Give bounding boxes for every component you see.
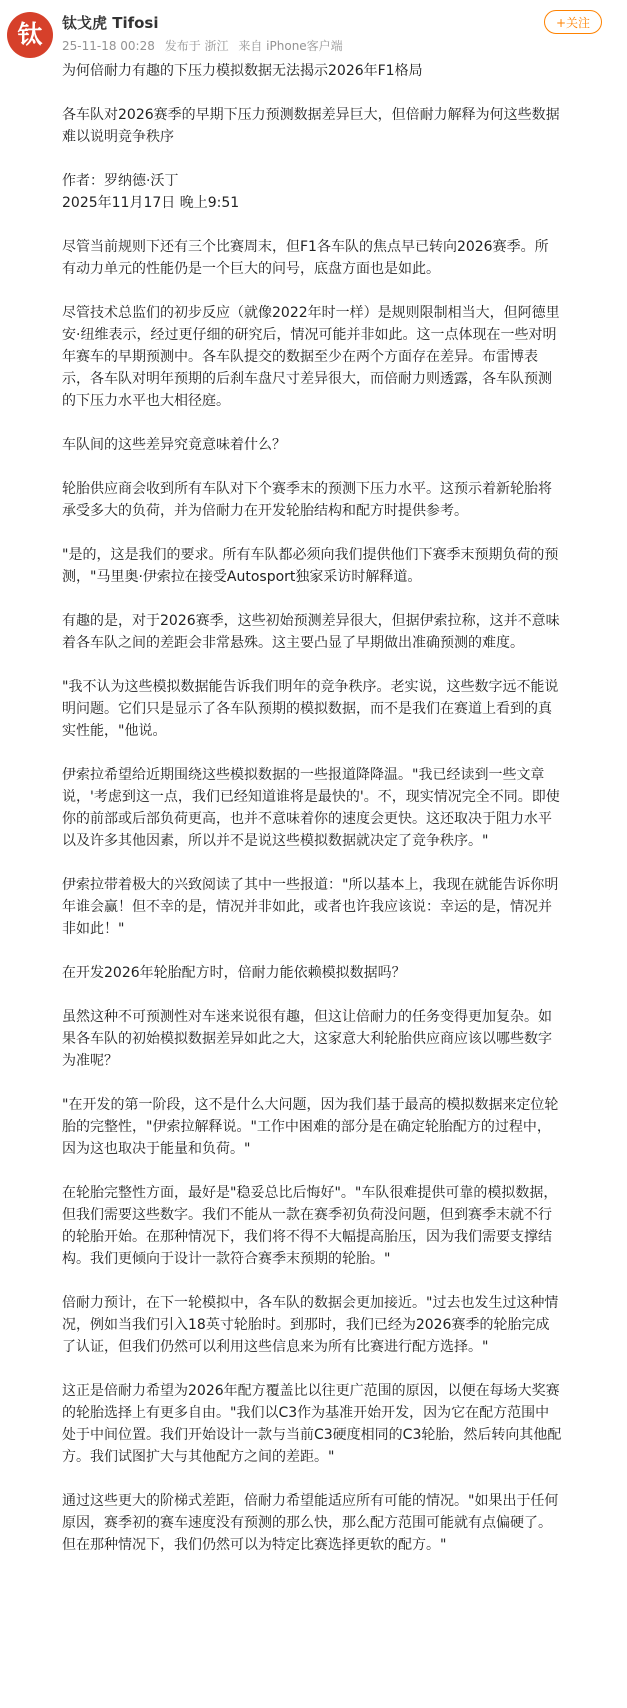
- post-content: [62, 60, 562, 1578]
- article-author: 作者：罗纳德·沃丁: [62, 173, 179, 189]
- post-time[interactable]: 25-11-18 00:28: [62, 39, 155, 53]
- paragraph: "我不认为这些模拟数据能告诉我们明年的竞争秩序。老实说，这些数字远不能说明问题。它们只是显示了各车队预期的模拟数据，而不是我们在赛道上看到的真实性能，"他说。: [62, 679, 559, 739]
- paragraph: 尽管当前规则下还有三个比赛周末，但F1各车队的焦点早已转向2026赛季。所有动力单元的性能仍是一个巨大的问号，底盘方面也是如此。: [62, 239, 549, 277]
- paragraph: "是的，这是我们的要求。所有车队都必须向我们提供他们下赛季末预期负荷的预测，"马里奥·伊索拉在接受Autosport独家采访时解释道。: [62, 547, 559, 585]
- paragraph: 伊索拉带着极大的兴致阅读了其中一些报道："所以基本上，我现在就能告诉你明年谁会赢！但不幸的是，情况并非如此，或者也许我应该说：幸运的是，情况并非如此！": [62, 877, 559, 937]
- article-subtitle: 各车队对2026赛季的早期下压力预测数据差异巨大，但倍耐力解释为何这些数据难以说明竞争秩序: [62, 107, 560, 145]
- section-heading: 车队间的这些差异究竟意味着什么？: [62, 437, 286, 453]
- paragraph: 倍耐力预计，在下一轮模拟中，各车队的数据会更加接近。"过去也发生过这种情况，例如当我们引入18英寸轮胎时。到那时，我们已经为2026赛季的轮胎完成了认证，但我们仍然可以利用这些信息来为所有比赛进行配方选择。": [62, 1295, 559, 1355]
- paragraph: 伊索拉希望给近期围绕这些模拟数据的一些报道降降温。"我已经读到一些文章说，'考虑到这一点，我们已经知道谁将是最快的'。不，现实情况完全不同。即使你的前部或后部负荷更高，也并不意味着你的速度会更快。这还取决于阻力水平以及许多其他因素，所以并不是说这些模拟数据就决定了竞争秩序。": [62, 767, 560, 849]
- article-date: 2025年11月17日 晚上9:51: [62, 195, 240, 211]
- paragraph: 有趣的是，对于2026赛季，这些初始预测差异很大，但据伊索拉称，这并不意味着各车队之间的差距会非常悬殊。这主要凸显了早期做出准确预测的难度。: [62, 613, 560, 651]
- section-heading: 在开发2026年轮胎配方时，倍耐力能依赖模拟数据吗？: [62, 965, 406, 981]
- paragraph: 虽然这种不可预测性对车迷来说很有趣，但这让倍耐力的任务变得更加复杂。如果各车队的初始模拟数据差异如此之大，这家意大利轮胎供应商应该以哪些数字为准呢？: [62, 1009, 552, 1069]
- avatar[interactable]: 钛: [7, 12, 53, 58]
- paragraph: "在开发的第一阶段，这不是什么大问题，因为我们基于最高的模拟数据来定位轮胎的完整性，"伊索拉解释说。"工作中困难的部分是在确定轮胎配方的过程中，因为这也取决于能量和负荷。": [62, 1097, 559, 1157]
- article-title: 为何倍耐力有趣的下压力模拟数据无法揭示2026年F1格局: [62, 63, 423, 79]
- follow-button[interactable]: +关注: [544, 10, 602, 34]
- post-meta: [62, 37, 349, 54]
- paragraph: 通过这些更大的阶梯式差距，倍耐力希望能适应所有可能的情况。"如果出于任何原因，赛季初的赛车速度没有预测的那么快，那么配方范围可能就有点偏硬了。但在那种情况下，我们仍然可以为特定比赛选择更软的配方。": [62, 1493, 559, 1553]
- paragraph: 轮胎供应商会收到所有车队对下个赛季末的预测下压力水平。这预示着新轮胎将承受多大的负荷，并为倍耐力在开发轮胎结构和配方时提供参考。: [62, 481, 552, 519]
- paragraph: 这正是倍耐力希望为2026年配方覆盖比以往更广范围的原因，以便在每场大奖赛的轮胎选择上有更多自由。"我们以C3作为基准开始开发，因为它在配方范围中处于中间位置。我们开始设计一款与当前C3硬度相同的C3轮胎，然后转向其他配方。我们试图扩大与其他配方之间的差距。": [62, 1383, 562, 1465]
- post-source: 来自 iPhone客户端: [238, 39, 343, 53]
- author-name[interactable]: 钛戈虎 Tifosi: [62, 14, 159, 32]
- paragraph: 尽管技术总监们的初步反应（就像2022年时一样）是规则限制相当大，但阿德里安·纽维表示，经过更仔细的研究后，情况可能并非如此。这一点体现在一些对明年赛车的早期预测中。各车队提交的数据至少在两个方面存在差异。布雷博表示，各车队对明年预期的后刹车盘尺寸差异很大，而倍耐力则透露，各车队预测的下压力水平也大相径庭。: [62, 305, 560, 409]
- post-location: 发布于 浙江: [164, 39, 229, 53]
- paragraph: 在轮胎完整性方面，最好是"稳妥总比后悔好"。"车队很难提供可靠的模拟数据，但我们需要这些数字。我们不能从一款在赛季初负荷没问题，但到赛季末就不行的轮胎开始。在那种情况下，我们将不得不大幅提高胎压，因为我们需要支撑结构。我们更倾向于设计一款符合赛季末预期的轮胎。": [62, 1185, 558, 1267]
- post-header: [0, 0, 627, 62]
